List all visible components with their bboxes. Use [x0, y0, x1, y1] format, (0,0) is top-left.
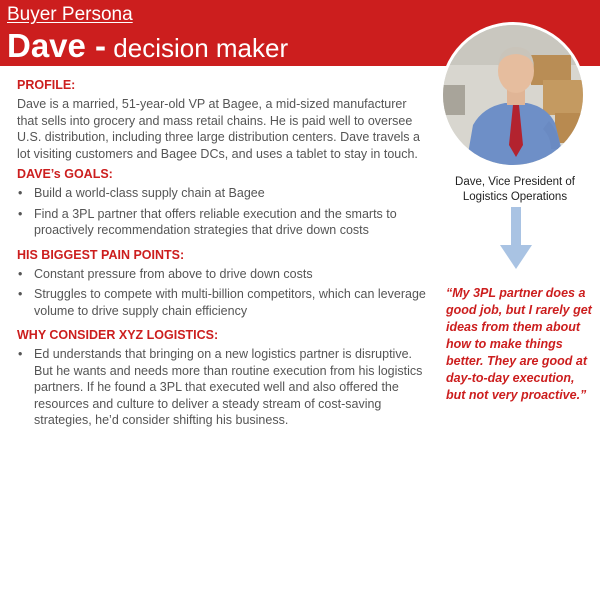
why-consider-heading: WHY CONSIDER XYZ LOGISTICS:	[17, 328, 219, 342]
page-kicker: Buyer Persona	[7, 4, 133, 25]
persona-quote: “My 3PL partner does a good job, but I rarely get ideas from them about how to make things better. They are good at day-to-day execution, but not very proactive.”	[446, 286, 592, 402]
down-arrow-icon	[498, 207, 534, 271]
list-item: • Ed understands that bringing on a new logistics partner is disruptive. But he wants and needs more than routine execution from his logistics partners. If he found a 3PL that executed well and also offered the resources and culture to deliver a steady stream of cost-saving strategies, he’d consider shifting his business.	[18, 347, 423, 427]
bullet-icon: •	[18, 287, 23, 301]
bullet-icon: •	[18, 186, 23, 200]
list-item: • Find a 3PL partner that offers reliable execution and the smarts to proactively recommendation strategies that drive down costs	[18, 206, 397, 237]
bullet-icon: •	[18, 347, 23, 361]
list-item: • Struggles to compete with multi-billion competitors, which can leverage volume to drive supply chain efficiency	[18, 287, 426, 318]
profile-text: Dave is a married, 51-year-old VP at Bagee, a mid-sized manufacturer that sells into grocery and mass retail chains. He is paid well to oversee U.S. distribution, including three large distribution centers. Dave travels a lot visiting customers and Bagee DCs, and uses a tablet to stay in touch.	[17, 97, 420, 161]
persona-details	[17, 77, 427, 433]
persona-photo-illustration	[443, 25, 586, 168]
persona-photo	[440, 22, 586, 168]
pain-points-heading: HIS BIGGEST PAIN POINTS:	[17, 247, 185, 262]
persona-name: Dave -	[7, 27, 107, 64]
pain-points-list	[17, 266, 427, 320]
photo-caption: Dave, Vice President of Logistics Operations	[455, 176, 575, 203]
goals-list	[17, 185, 427, 239]
list-item: • Constant pressure from above to drive down costs	[18, 266, 313, 281]
why-consider-list	[17, 346, 427, 429]
profile-heading: PROFILE:	[17, 78, 76, 92]
bullet-icon: •	[18, 206, 23, 221]
goals-heading: DAVE’s GOALS:	[17, 167, 113, 181]
page-title	[7, 27, 288, 65]
list-item: • Build a world-class supply chain at Bagee	[18, 186, 265, 200]
persona-role: decision maker	[106, 33, 289, 63]
bullet-icon: •	[18, 266, 23, 281]
